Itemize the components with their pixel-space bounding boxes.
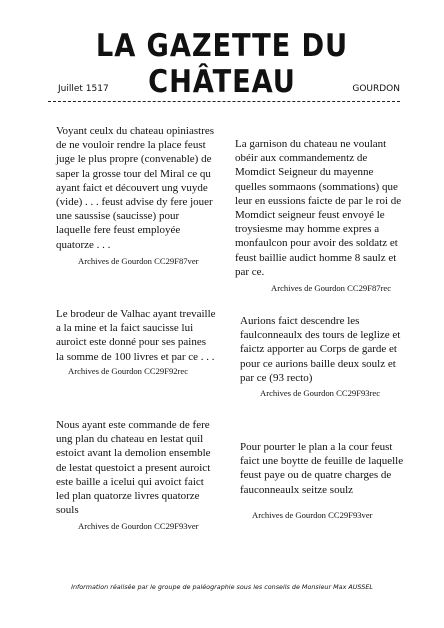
- issue-place: GOURDON: [352, 84, 400, 94]
- article-garnison: [235, 137, 403, 295]
- article-plan-chateau: [56, 418, 216, 534]
- article-faulconneaulx: [240, 314, 408, 400]
- article-source: Archives de Gourdon CC29F92rec: [68, 365, 189, 376]
- article-source: Archives de Gourdon CC29F93ver: [252, 509, 373, 520]
- article-text: Aurions faict descendre les faulconneaulx des tours de leglize et faictz apporter au Corps de garde et pour ce aurions baille deux soulz et par ce (93 recto): [240, 315, 401, 384]
- article-brodeur: [56, 307, 216, 378]
- article-text: Voyant ceulx du chateau opiniastres de ne vouloir rendre la place feust juge le plus propre (convenable) de saper la grosse tour del Miral ce qu ayant faict et découvert ung vuyde (vide) . . . feust advise dy fere jouer une saussise (saucisse) pour laquelle fere feust employée quatorze . . .: [56, 125, 215, 251]
- masthead-title: LA GAZETTE DU CHÂTEAU: [95, 28, 349, 100]
- article-text: Le brodeur de Valhac ayant trevaille a la mine et la faict saucisse lui auroict este donné pour ses paines la somme de 100 livres et par ce . . .: [56, 308, 216, 363]
- header-divider: [48, 101, 400, 102]
- article-source: Archives de Gourdon CC29F93rec: [260, 388, 381, 399]
- footer-credit: Information réalisée par le groupe de paléographie sous les conseils de Monsieur Max AUSSEL: [71, 583, 373, 591]
- article-source: Archives de Gourdon CC29F87ver: [78, 255, 199, 266]
- article-text: La garnison du chateau ne voulant obéir aux commandementz de Momdict Seigneur du mayenne quelles sommaons (sommations) que leur en eussions faicte de par le roi de Momdict seigneur feust envoyé le troysiesme may homme expres a monfaulcon pour avoir des soldatz et feust baillie audict homme 8 saulz et par ce.: [235, 138, 402, 278]
- article-source: Archives de Gourdon CC29F87rec: [271, 283, 392, 294]
- article-text: Pour pourter le plan a la cour feust faict une boytte de feuille de laquelle feust paye ou de quatre charges de fauconneaulx seitze soulz: [240, 441, 404, 496]
- article-text: Nous ayant este commande de fere ung plan du chateau en lestat quil estoict avant la demolion ensemble de lestat questoict a present auroict este baille a icelui qui avoict faict led plan quatorze livres quatorze souls: [56, 419, 211, 517]
- article-plan-cour: [240, 440, 408, 522]
- dateline: [58, 84, 400, 94]
- article-source: Archives de Gourdon CC29F93ver: [78, 521, 199, 532]
- article-saucisse-tour: [56, 124, 216, 268]
- issue-date: Juillet 1517: [58, 84, 109, 94]
